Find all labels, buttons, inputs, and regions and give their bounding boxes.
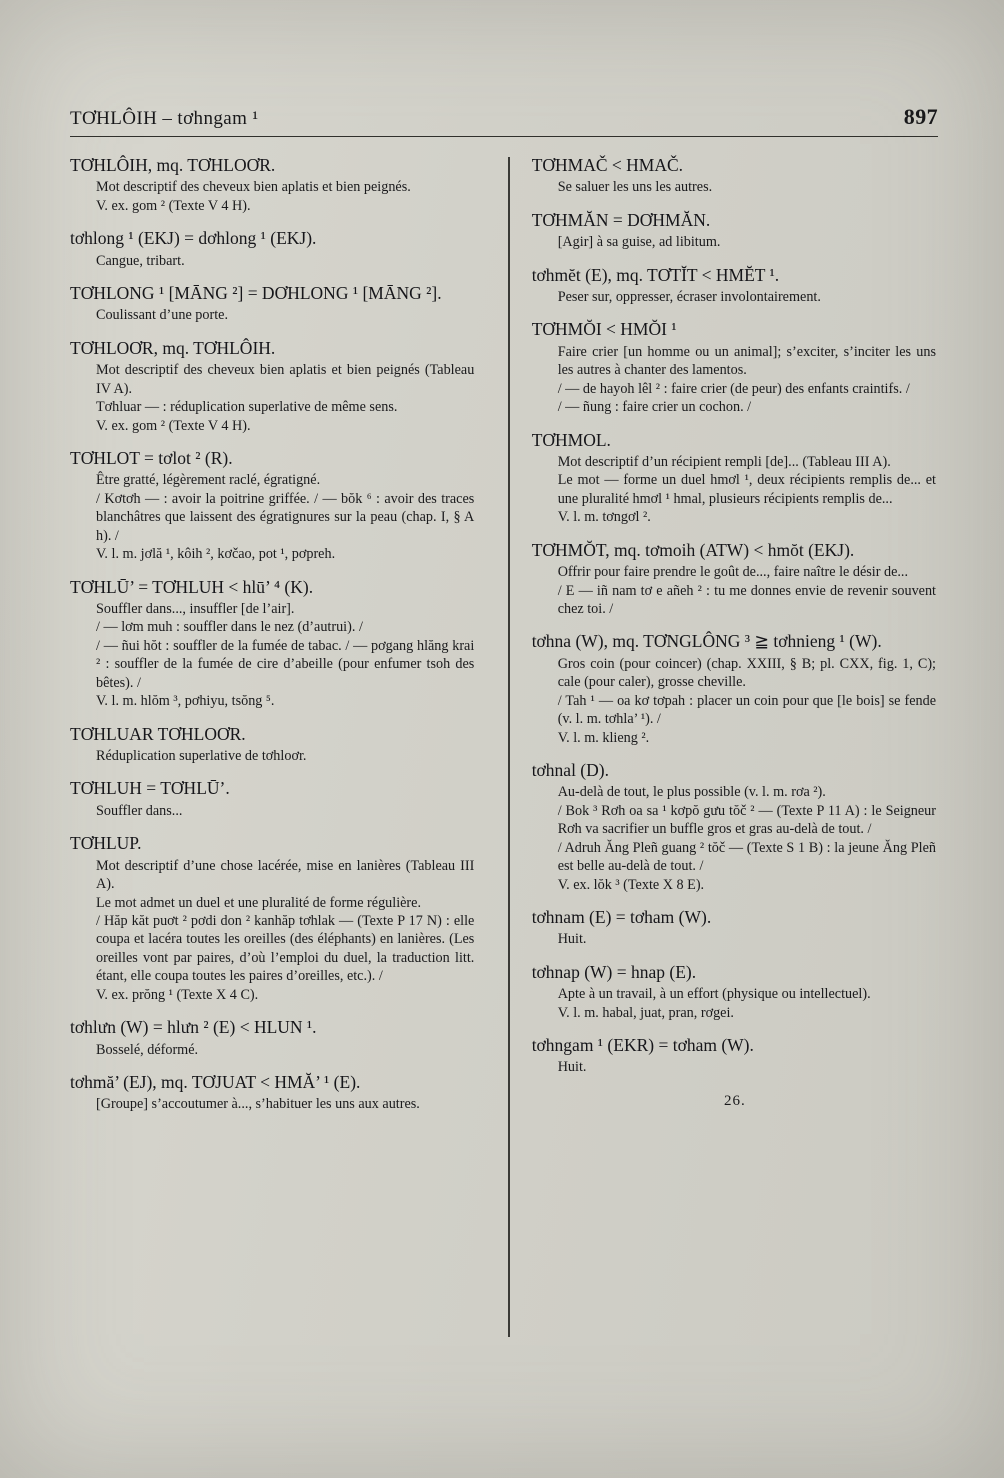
page-number: 897 <box>903 104 938 129</box>
entry-headword: tơhmă’ (EJ), mq. TƠJUAT < HMĂ’ ¹ (E). <box>70 1072 361 1093</box>
dictionary-entry <box>70 778 476 820</box>
entry-body: Mot descriptif des cheveux bien aplatis et bien peignés (Tableau IV A). Tơhluar — : réduplication superlative de même sens. V. ex. gom ² (Texte V 4 H). <box>96 362 475 434</box>
signature-mark: 26. <box>723 1092 746 1109</box>
entry-body: Mot descriptif des cheveux bien aplatis et bien peignés. V. ex. gom ² (Texte V 4 H). <box>96 179 411 214</box>
dictionary-entry <box>532 962 938 1022</box>
entry-body: Huit. <box>557 1059 587 1076</box>
left-column <box>70 155 498 1337</box>
entry-body: Faire crier [un homme ou un animal]; s’exciter, s’inciter les uns les autres à chanter des lamentos. / — de hayoh lêl ² : faire crier (de peur) des enfants craintifs. / / — ñung : faire crier un cochon. / <box>557 343 936 416</box>
dictionary-entry <box>70 448 476 564</box>
entry-body: Réduplication superlative de tơhloơr. <box>96 748 307 765</box>
dictionary-entry <box>70 283 476 325</box>
entry-headword: TƠHLÔIH, mq. TƠHLOƠR. <box>70 155 276 175</box>
entry-body: Bosselé, déformé. <box>96 1041 199 1058</box>
entry-body: Au-delà de tout, le plus possible (v. l. m. rơa ²). / Bok ³ Rơh oa sa ¹ kơpŏ gưu tŏč ² — (Texte P 11 A) : le Seigneur Rơh va sacrifier un buffle gros et gras au-delà de tout. / / Adruh Ăng Pleñ guang ² tŏč — (Texte S 1 B) : la jeune Ăng Pleñ est belle au-delà de tout. / V. ex. lŏk ³ (Texte X 8 E). <box>557 784 936 893</box>
dictionary-entry <box>70 724 476 766</box>
entry-body: Être gratté, légèrement raclé, égratigné. / Kơtơh — : avoir la poitrine griffée. / — bŏk ⁶ : avoir des traces blanchâtres que laissent des égratignures sur la peau (chap. I, § A h). / V. l. m. jơlă ¹, kôih ², kơčao, pot ¹, pơpreh. <box>96 472 475 563</box>
entry-headword: tơhnam (E) = tơham (W). <box>531 907 712 928</box>
dictionary-entry <box>532 540 938 619</box>
running-title: TƠHLÔIH – tơhngam ¹ <box>70 108 259 129</box>
dictionary-entry <box>532 760 938 894</box>
dictionary-entry <box>532 631 938 747</box>
entry-headword: tơhmĕt (E), mq. TƠTĬT < HMĔT ¹. <box>531 264 780 285</box>
entry-headword: tơhngam ¹ (EKR) = tơham (W). <box>531 1035 754 1056</box>
entry-body: Gros coin (pour coincer) (chap. XXIII, § B; pl. CXX, fig. 1, C); cale (pour caler), grosse cheville. / Tah ¹ — oa kơ tơpah : placer un coin pour que [le bois] se fende (v. l. m. tơhla’ ¹). / V. l. m. klieng ². <box>557 655 936 746</box>
right-column <box>520 155 938 1337</box>
dictionary-entry <box>70 338 476 435</box>
entry-body: [Agir] à sa guise, ad libitum. <box>557 234 721 251</box>
entry-body: Peser sur, oppresser, écraser involontairement. <box>557 288 821 305</box>
column-divider <box>508 157 509 1337</box>
entry-headword: TƠHMOL. <box>531 429 611 450</box>
entry-headword: TƠHMŎT, mq. tơmoih (ATW) < hmŏt (EKJ). <box>531 539 855 560</box>
dictionary-entry <box>70 155 476 215</box>
entry-headword: TƠHLOƠR, mq. TƠHLÔIH. <box>70 337 276 358</box>
dictionary-entry <box>532 210 938 252</box>
entry-body: Mot descriptif d’une chose lacérée, mise en lanières (Tableau III A). Le mot admet un duel et une pluralité de forme régulière. / Hăp kăt puơt ² pơdi don ² kanhăp tơhlak — (Texte P 17 N) : elle coupa et lacéra toutes les oreilles (des éléphants) en lanières. (Les oreilles vont par paires, d’où l’emploi du duel, la traduction litt. étant, elle coupa toutes les paires d’oreilles, etc.). / V. ex. prŏng ¹ (Texte X 4 C). <box>96 857 475 1003</box>
entry-body: Se saluer les uns les autres. <box>557 179 713 196</box>
dictionary-entry <box>532 155 938 197</box>
two-column-layout <box>70 155 938 1337</box>
entry-body: Huit. <box>557 931 587 948</box>
entry-body: Cangue, tribart. <box>96 252 185 269</box>
entry-headword: tơhlưn (W) = hlưn ² (E) < HLUN ¹. <box>70 1017 317 1038</box>
entry-headword: tơhlong ¹ (EKJ) = dơhlong ¹ (EKJ). <box>70 228 317 249</box>
dictionary-entry <box>532 265 938 307</box>
dictionary-entry <box>532 430 938 527</box>
entry-headword: TƠHLONG ¹ [MĀNG ²] = DƠHLONG ¹ [MĀNG ²]. <box>70 283 442 304</box>
dictionary-entry <box>532 319 938 416</box>
entry-headword: TƠHLUP. <box>70 833 142 854</box>
entry-headword: tơhnal (D). <box>531 760 609 781</box>
entry-headword: TƠHMAČ < HMAČ. <box>531 155 684 175</box>
entry-headword: TƠHLŪ’ = TƠHLUH < hlū’ ⁴ (K). <box>70 576 314 597</box>
dictionary-entry <box>532 907 938 949</box>
entry-headword: TƠHMĂN = DƠHMĂN. <box>531 209 711 230</box>
entry-headword: tơhna (W), mq. TƠNGLÔNG ³ ≧ tơhnieng ¹ (W). <box>531 631 882 652</box>
page-content <box>70 104 938 1337</box>
entry-headword: TƠHLUAR TƠHLOƠR. <box>70 723 246 744</box>
entry-headword: TƠHMŎI < HMŎI ¹ <box>531 319 677 340</box>
page-header <box>70 104 938 137</box>
entry-body: Souffler dans... <box>96 802 183 819</box>
entry-body: Mot descriptif d’un récipient rempli [de]... (Tableau III A). Le mot — forme un duel hmơl ¹, deux récipients remplis de... et une pluralité hmơl ¹ hmal, plusieurs récipients remplis de... V. l. m. tơngơl ². <box>557 453 936 526</box>
dictionary-entry <box>532 1035 938 1077</box>
entry-body: Apte à un travail, à un effort (physique ou intellectuel). V. l. m. habal, juat, pran, rơgei. <box>557 986 871 1021</box>
entry-headword: TƠHLUH = TƠHLŪ’. <box>70 778 230 799</box>
entry-body: Offrir pour faire prendre le goût de..., faire naître le désir de... / E — iñ nam tơ e añeh ² : tu me donnes envie de revenir souvent chez toi. / <box>557 564 936 617</box>
dictionary-entry <box>70 1072 476 1114</box>
dictionary-entry <box>70 577 476 711</box>
entry-body: Coulissant d’une porte. <box>96 307 229 324</box>
dictionary-entry <box>70 228 476 270</box>
entry-headword: TƠHLOT = tơlot ² (R). <box>70 448 233 468</box>
entry-headword: tơhnap (W) = hnap (E). <box>531 961 697 982</box>
dictionary-entry <box>70 1017 476 1059</box>
dictionary-entry <box>70 833 476 1004</box>
entry-body: [Groupe] s’accoutumer à..., s’habituer les uns aux autres. <box>96 1096 420 1113</box>
entry-body: Souffler dans..., insuffler [de l’air]. / — lơm muh : souffler dans le nez (d’autrui). / / — ñui hŏt : souffler de la fumée de tabac. / — pơgang hlăng krai ² : souffler de la fumée de cire d’abeille (pour enfumer tsoh des bêtes). / V. l. m. hlŏm ³, pơhiyu, tsŏng ⁵. <box>96 600 475 710</box>
